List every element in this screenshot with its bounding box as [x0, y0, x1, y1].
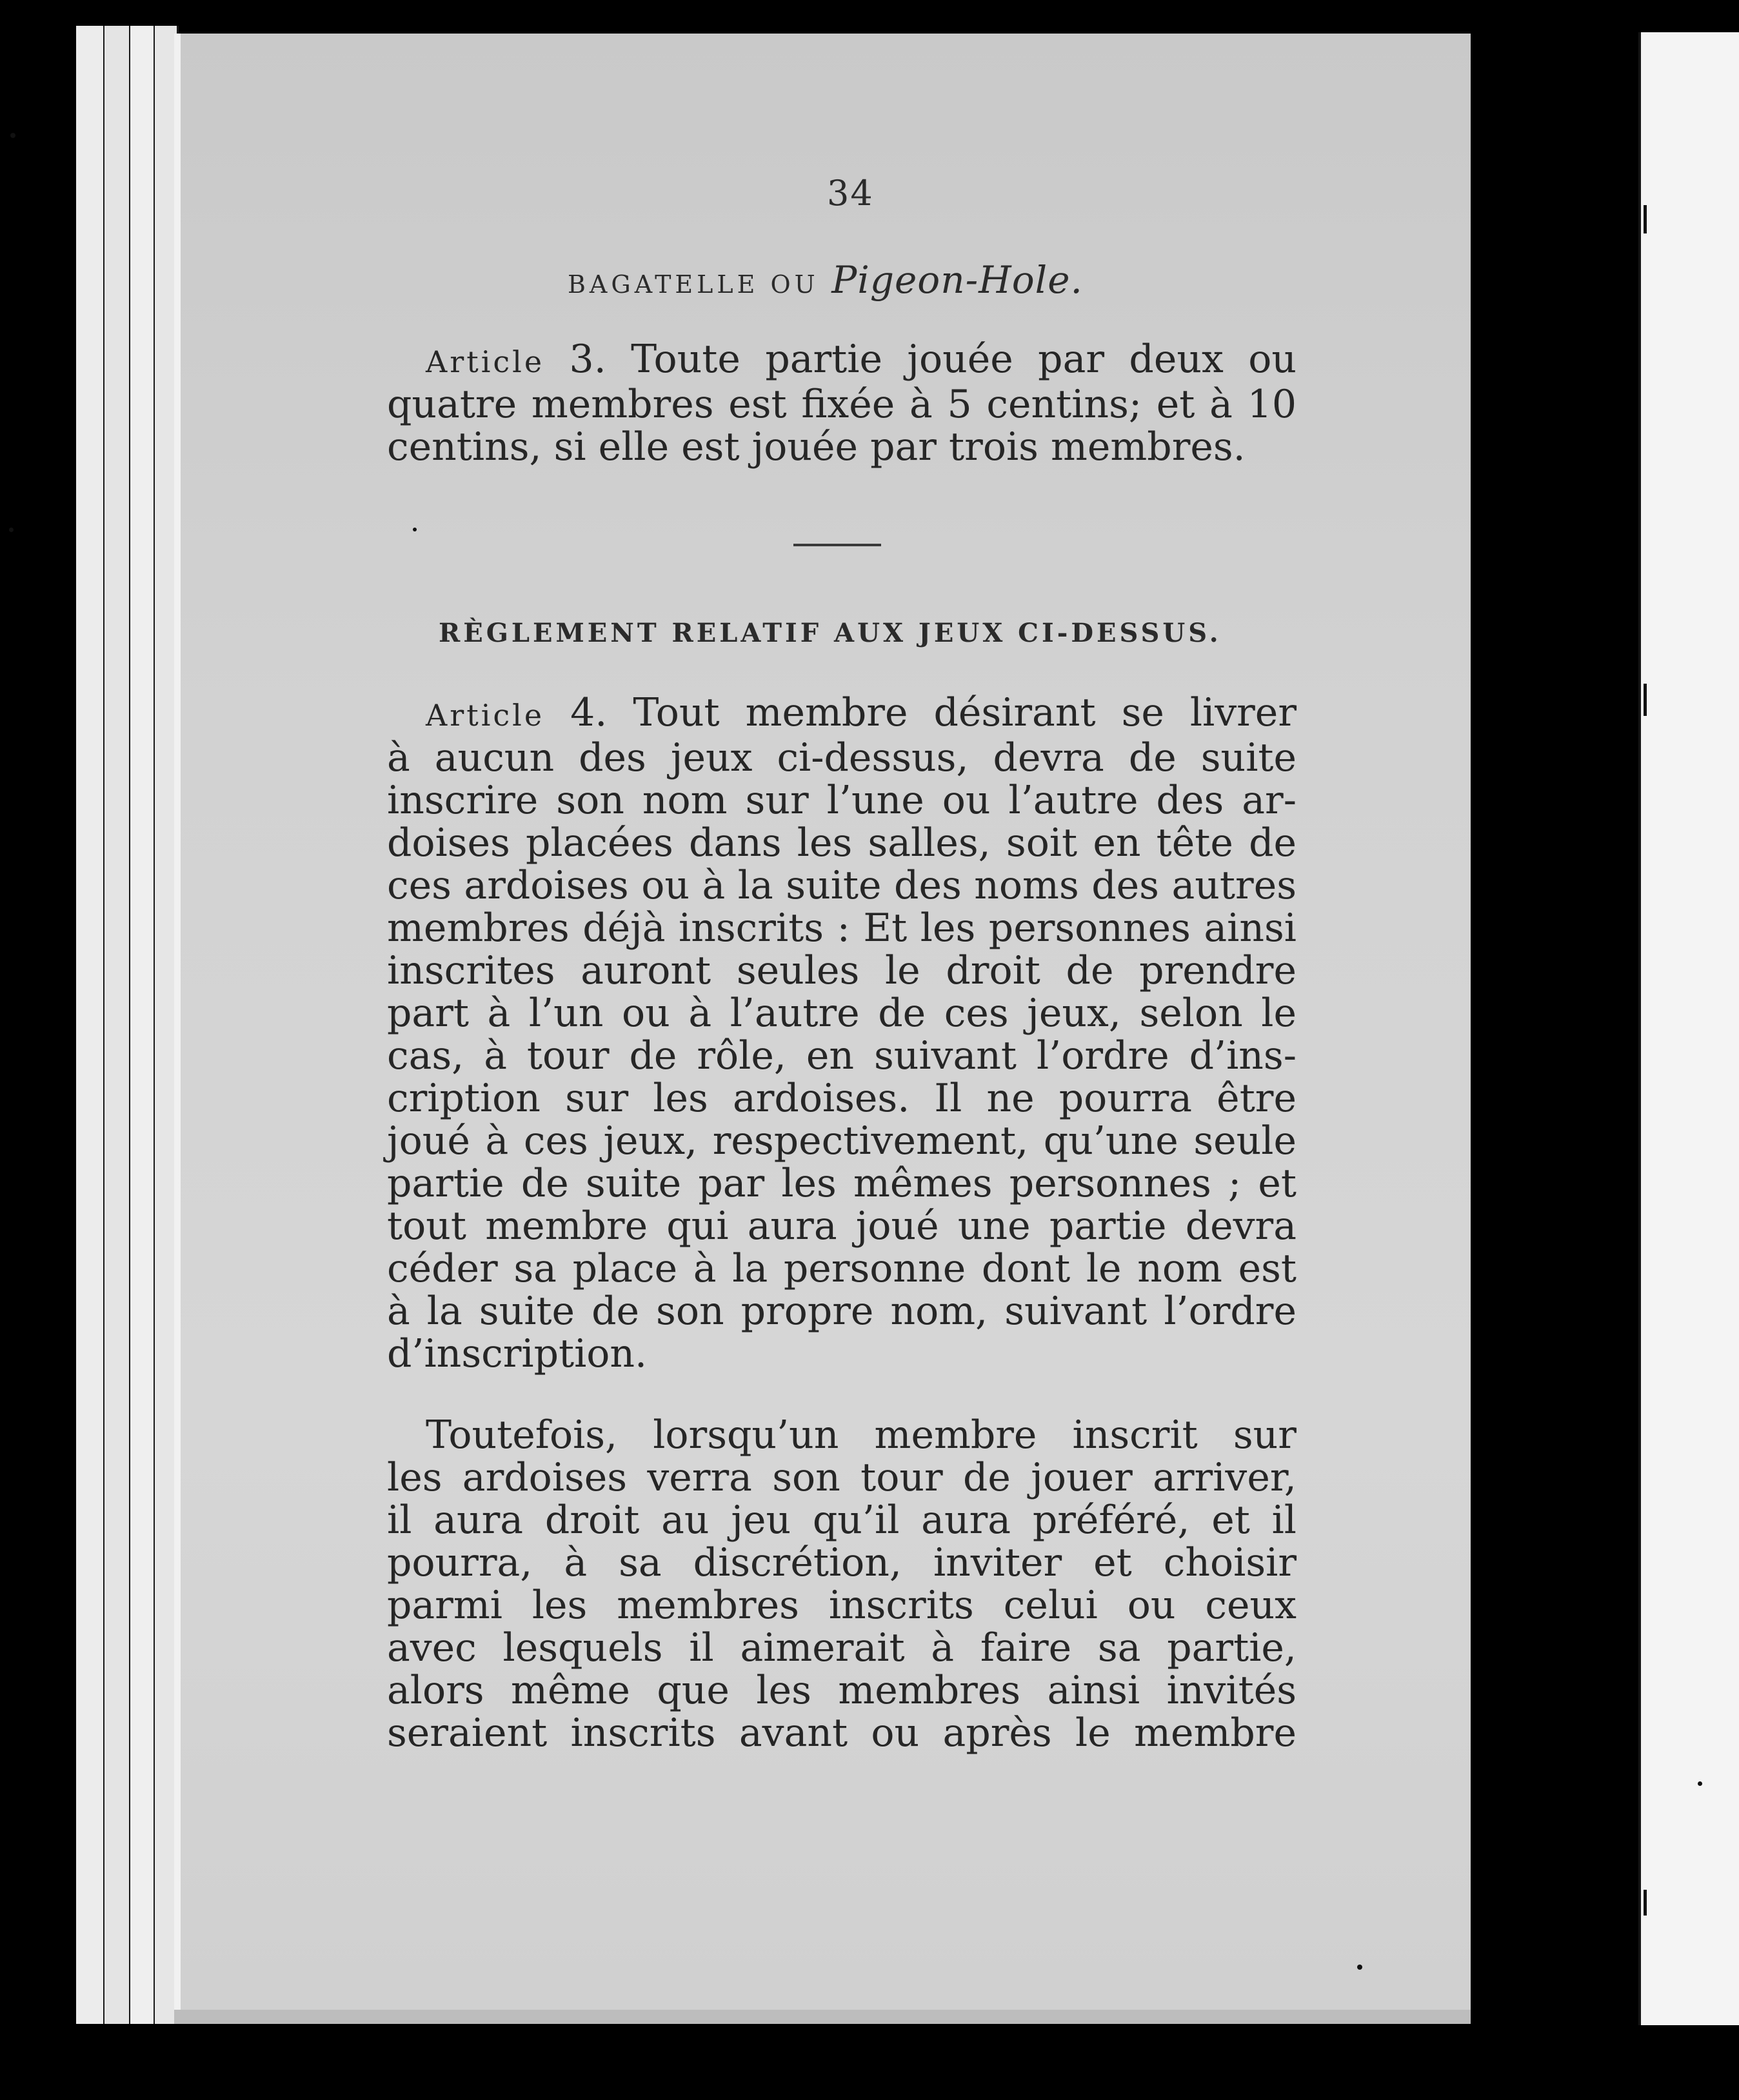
page-edge	[76, 26, 105, 2024]
article-4-line: à la suite de son propre nom, suivant l’ordre	[387, 1289, 1297, 1334]
paragraph-line: avec lesquels il aimerait à faire sa partie,	[387, 1625, 1297, 1670]
scan-speck	[413, 528, 417, 531]
article-4-line: tout membre qui aura joué une partie devra	[387, 1204, 1297, 1249]
scan-speck	[9, 528, 14, 532]
paragraph-line: parmi les membres inscrits celui ou ceux	[387, 1583, 1297, 1628]
heading-prefix: BAGATELLE OU	[568, 270, 819, 299]
heading-italic: Pigeon-Hole.	[831, 258, 1083, 302]
scan-speck	[1357, 1965, 1362, 1970]
section-divider	[793, 544, 881, 546]
article-4-line: ces ardoises ou à la suite des noms des autres	[387, 863, 1297, 908]
scan-mark	[1644, 684, 1647, 716]
article-3	[387, 338, 1297, 468]
paragraph-line: les ardoises verra son tour de jouer arriver,	[387, 1455, 1297, 1500]
scan-mark	[1644, 205, 1647, 233]
article-3-number: 3.	[569, 337, 606, 382]
article-3-line	[387, 338, 1297, 383]
section-title: RÈGLEMENT RELATIF AUX JEUX CI-DESSUS.	[439, 618, 1222, 648]
page-bottom-edge	[174, 2010, 1471, 2024]
paragraph-line: alors même que les membres ainsi invités	[387, 1668, 1297, 1713]
paragraph-line-text: Toutefois, lorsqu’un membre inscrit sur	[426, 1412, 1297, 1458]
article-4	[387, 691, 1297, 1375]
article-4-line-text: Tout membre désirant se livrer	[633, 690, 1297, 735]
article-3-line-text: Toute partie jouée par deux ou	[631, 337, 1297, 382]
article-4-line	[387, 691, 1297, 737]
page-number: 34	[827, 173, 874, 213]
paragraph-toutefois	[387, 1414, 1297, 1754]
page-edge	[104, 26, 131, 2024]
page-edge	[130, 26, 155, 2024]
article-4-number: 4.	[570, 690, 608, 735]
article-4-line: part à l’un ou à l’autre de ces jeux, selon le	[387, 991, 1297, 1036]
paragraph-line: seraient inscrits avant ou après le membre	[387, 1710, 1297, 1756]
article-4-line: d’inscription.	[387, 1331, 648, 1376]
article-4-line: joué à ces jeux, respectivement, qu’une seule	[387, 1118, 1297, 1164]
article-4-line: cas, à tour de rôle, en suivant l’ordre d’ins-	[387, 1033, 1297, 1078]
article-4-line: membres déjà inscrits : Et les personnes ainsi	[387, 906, 1297, 951]
article-4-line: partie de suite par les mêmes personnes ; et	[387, 1161, 1297, 1206]
article-4-line: céder sa place à la personne dont le nom est	[387, 1246, 1297, 1291]
paragraph-line: il aura droit au jeu qu’il aura préféré, et il	[387, 1498, 1297, 1543]
article-4-line: à aucun des jeux ci-dessus, devra de suite	[387, 735, 1297, 780]
article-4-line: doises placées dans les salles, soit en tête de	[387, 820, 1297, 866]
article-4-label: Article	[426, 698, 545, 733]
scan-speck	[10, 133, 15, 138]
article-4-line: inscrire son nom sur l’une ou l’autre des ar-	[387, 778, 1297, 823]
scan-speck	[1698, 1781, 1702, 1786]
article-3-line: quatre membres est fixée à 5 centins; et à 10	[387, 382, 1297, 427]
article-3-label: Article	[426, 344, 545, 379]
article-4-line: cription sur les ardoises. Il ne pourra être	[387, 1076, 1297, 1121]
paragraph-line	[387, 1414, 1297, 1456]
scan-mark	[1644, 1890, 1647, 1916]
article-3-line: centins, si elle est jouée par trois membres.	[387, 424, 1246, 470]
section-heading	[568, 258, 1083, 302]
facing-page	[1638, 32, 1739, 2025]
paragraph-line: pourra, à sa discrétion, inviter et choisir	[387, 1540, 1297, 1585]
article-4-line: inscrites auront seules le droit de prendre	[387, 948, 1297, 993]
